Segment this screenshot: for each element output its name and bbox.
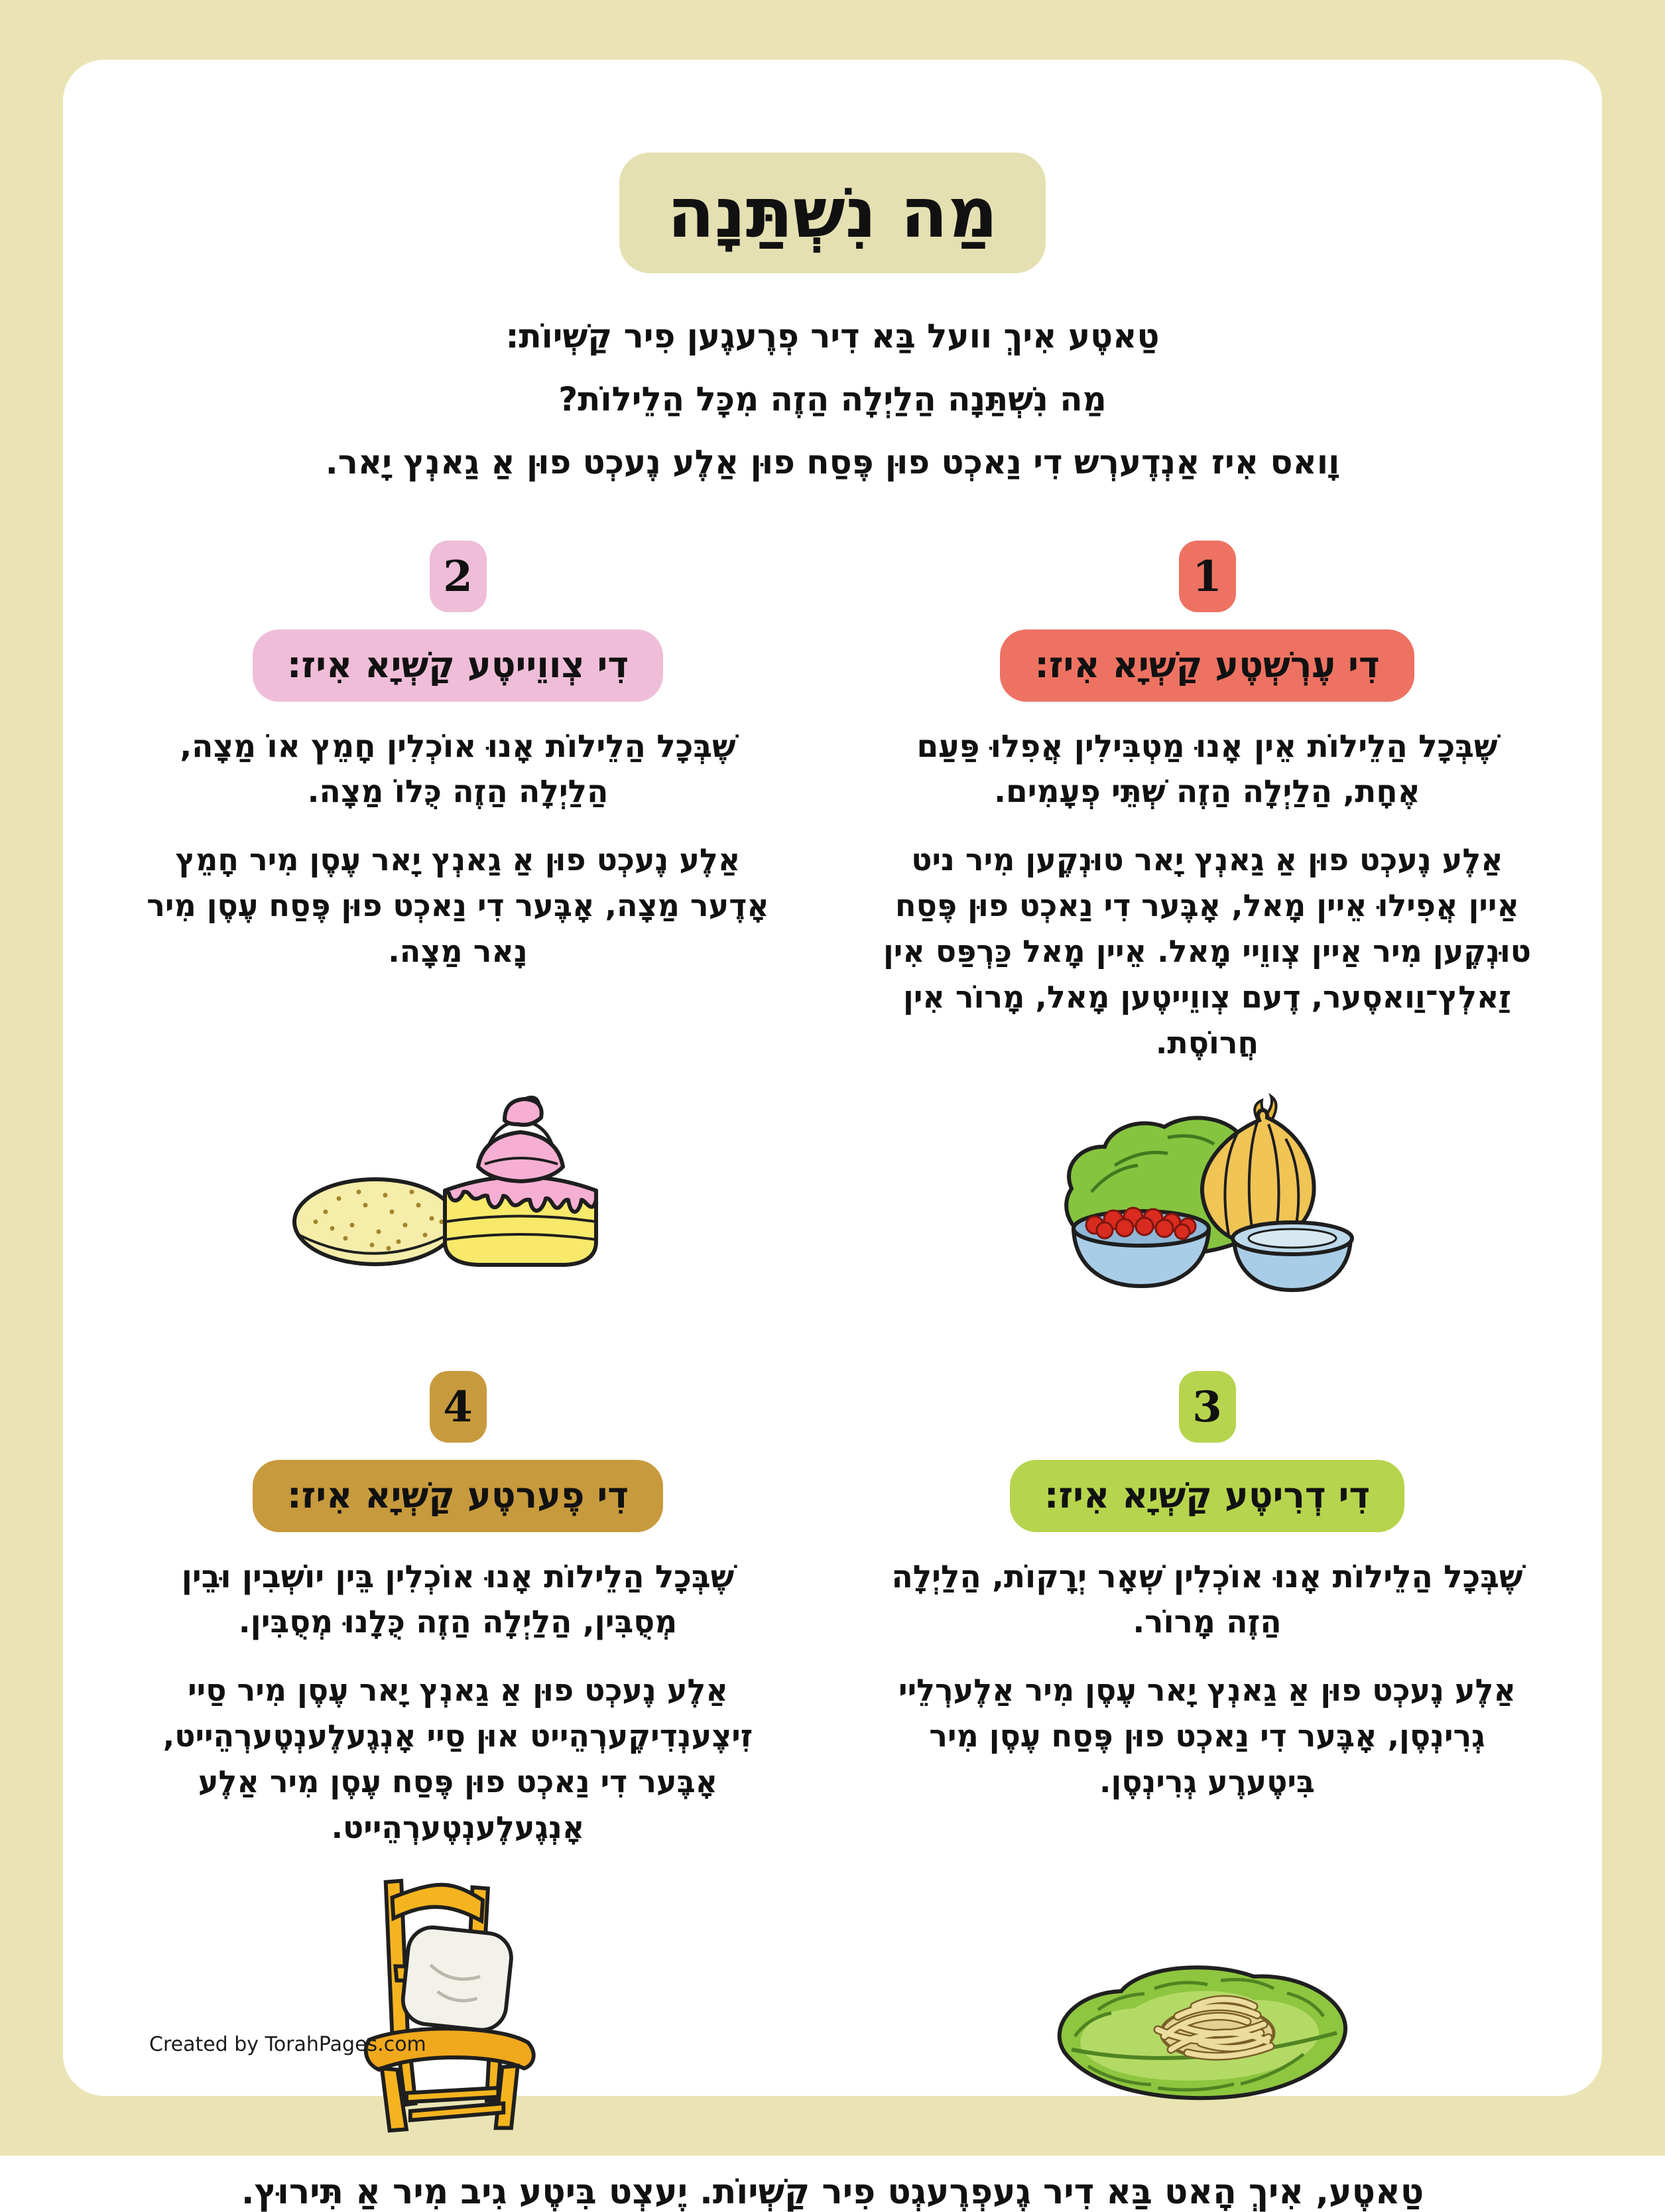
question-1-yiddish-text: אַלֶע נֶעכְט פוּן אַ גַאנְץ יָאר טוּנְקֶען מִיר ניט אַיין אֲפִילוּ אֵיין מָאל, אָבֶּער דִי נַאכְט פוּן פֶּסַח טוּנְקֶען מִיר אַיין צְווֵיי מָאל. אֵיין מָאל כַּרְפַּס אִין זַאלְץ־וַואסֶער, דֶעם צְווֵייטֶען מָאל, מָרוֹר אִין חֲרוֹסֶת. <box>883 842 1532 1061</box>
intro-block <box>326 305 1340 494</box>
question-3-title-box: דִי דְרִיטֶע קַשְׁיָא אִיז: <box>1010 1460 1404 1532</box>
question-3-yiddish-text: אַלֶע נֶעכְט פוּן אַ גַאנְץ יָאר עֶסֶן מִיר אַלֶערְלֵיי גְרִינְסֶן, אָבֶּער דִי נַאכְט פוּן פֶּסַח עֶסֶן מִיר בִּיטֶערֶע גְרִינְסֶן. <box>898 1672 1516 1800</box>
question-3-number-badge: 3 <box>1179 1371 1236 1443</box>
page-title-box <box>619 153 1046 273</box>
question-1-title-box: דִי עֶרְשְׁטֶע קַשְׁיָא אִיז: <box>1000 629 1414 702</box>
seder-dips-illustration <box>1035 1066 1380 1311</box>
question-section-1 <box>876 541 1539 1311</box>
page-title: מַה נִשְׁתַּנָה <box>667 172 998 253</box>
question-2-title-box: דִי צְווֵייטֶע קַשְׁיָא אִיז: <box>253 629 663 702</box>
chair-pillow-illustration <box>306 1851 611 2136</box>
question-4-title-box: דִי פֶערטֶע קַשְׁיָא אִיז: <box>253 1460 663 1532</box>
question-4-hebrew-text: שֶׁבְּכָל הַלֵילוֹת אָנוּ אוֹכְלִין בֵּין יוֹשְׁבִין וּבֵין מְסֻבִּין, הַלַיְלָה הַזֶה כֻּלָנוּ מְסֻבִּין. <box>181 1559 735 1641</box>
maror-leaf-illustration <box>1035 1917 1380 2136</box>
question-4-yiddish-text: אַלֶע נֶעכְט פוּן אַ גַאנְץ יָאר עֶסֶן מִיר סַיי זִיצֶענְדִיקֶערְהֵייט אוּן סַיי אָנְגֶעלֶענְטֶערְהֵייט, אָבֶּער דִי נַאכְט פוּן פֶּסַח עֶסֶן מִיר אַלֶע אָנְגֶעלֶענְטֶערְהֵייט. <box>162 1672 753 1846</box>
content-card <box>63 60 1602 2212</box>
intro-line-2: מַה נִשְׁתַּנָה הַלַיְלָה הַזֶה מִכָּל הַלֵילוֹת? <box>558 380 1107 419</box>
question-1-hebrew-text: שֶׁבְּכָל הַלֵילוֹת אֵין אָנוּ מַטְבִּילִין אֲפִלוּ פַּעַם אֶחָת, הַלַיְלָה הַזֶה שְׁתֵּי פְעָמִים. <box>916 728 1498 811</box>
footer-request-line: טַאטֶע, אִיךְ הָאט בַּא דִיר גֶעפְרֶעגְט פִיר קַשְׁיוֹת. יֶעצְט בִּיטֶע גִיב מִיר אַ תִּירוּץ. <box>241 2172 1424 2212</box>
questions-grid <box>127 541 1539 2136</box>
credit-text: Created by TorahPages.com <box>149 2033 426 2056</box>
intro-line-1: טַאטֶע אִיךְ וועל בַּא דִיר פְרֶעגֶען פִיר קַשְׁיוֹת: <box>505 317 1160 356</box>
intro-line-3: וָואס אִיז אַנְדֶערְש דִי נַאכְט פוּן פֶּסַח פוּן אַלֶע נֶעכְט פוּן אַ גַאנְץ יָאר. <box>325 443 1340 482</box>
question-section-3 <box>876 1371 1539 2136</box>
matzah-cake-illustration <box>286 1066 631 1311</box>
question-4-number-badge: 4 <box>430 1371 487 1443</box>
question-2-yiddish-text: אַלֶע נֶעכְט פוּן אַ גַאנְץ יָאר עֶסֶן מִיר חָמֵץ אָדֶער מַצָה, אָבֶּער דִי נַאכְט פוּן פֶּסַח עֶסֶן מִיר נָאר מַצָה. <box>147 842 769 970</box>
question-section-4 <box>127 1371 790 2136</box>
question-3-hebrew-text: שֶׁבְּכָל הַלֵילוֹת אָנוּ אוֹכְלִין שְׁאָר יְרָקוֹת, הַלַיְלָה הַזֶה מָרוֹר. <box>891 1559 1523 1641</box>
question-1-number-badge: 1 <box>1179 541 1236 612</box>
question-2-number-badge: 2 <box>430 541 487 612</box>
question-section-2 <box>127 541 790 1311</box>
question-2-hebrew-text: שֶׁבְּכָל הַלֵילוֹת אָנוּ אוֹכְלִין חָמֵץ אוֹ מַצָה, הַלַיְלָה הַזֶה כֻּלוֹ מַצָה. <box>180 728 736 811</box>
